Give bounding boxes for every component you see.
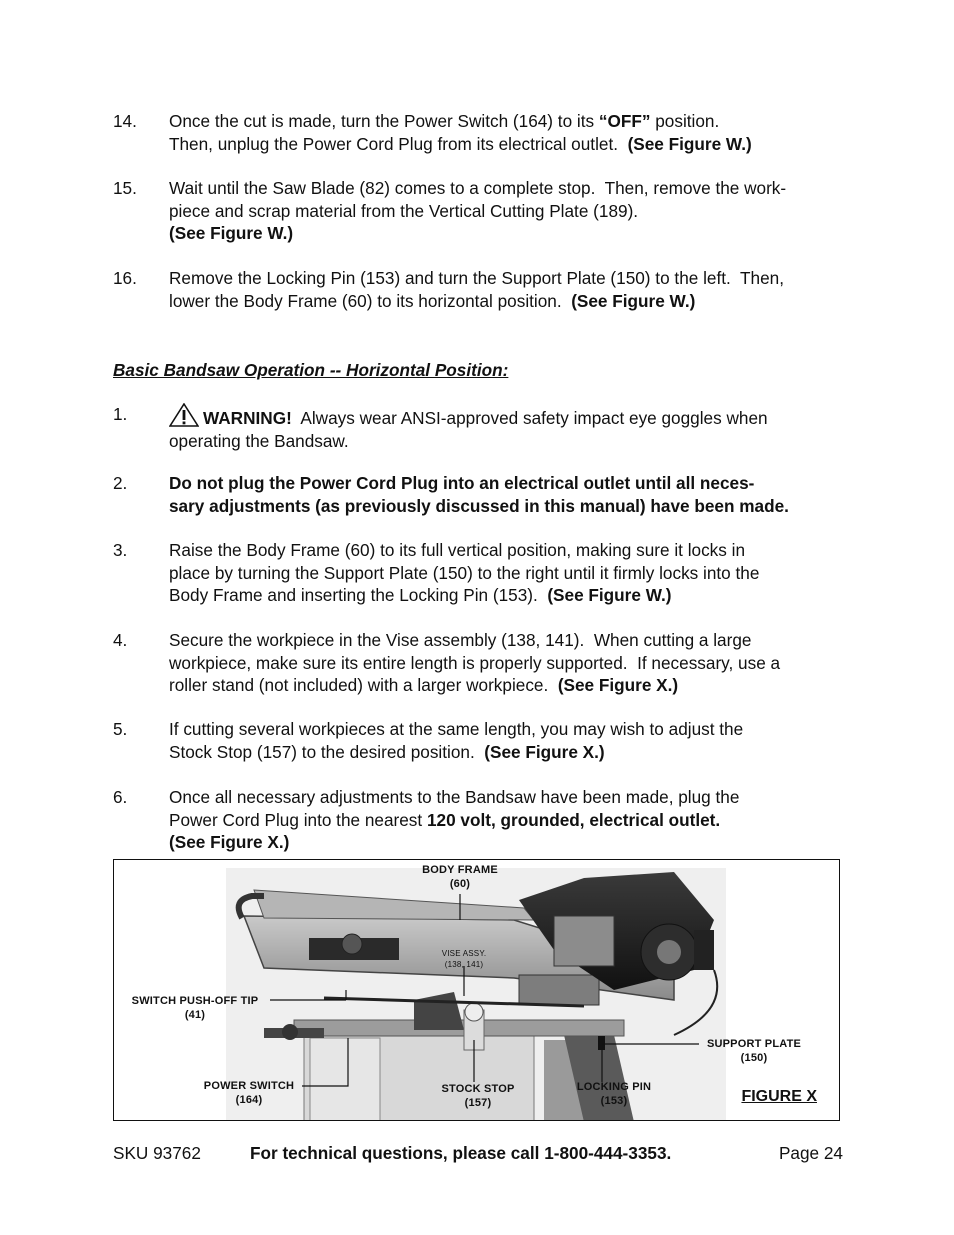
step-number: 15. (113, 178, 137, 198)
step-text-run: Remove the Locking Pin (153) and turn the Support Plate (150) to the left. Then, (169, 268, 784, 288)
step-text (169, 718, 853, 763)
label-body-frame-num: (60) (449, 878, 471, 890)
instruction-step (113, 539, 853, 607)
step-number: 14. (113, 111, 137, 131)
step-text-bold: WARNING! (203, 408, 292, 428)
step-text-run: position. (650, 111, 720, 131)
instruction-step (113, 403, 853, 452)
step-text-run: lower the Body Frame (60) to its horizontal position. (169, 290, 572, 311)
label-locking-pin-text: LOCKING PIN (576, 1081, 652, 1093)
step-text-run: workpiece, make sure its entire length is properly supported. If necessary, use a (169, 652, 781, 673)
label-switch-tip-text: SWITCH PUSH-OFF TIP (131, 995, 259, 1007)
step-text-bold: 120 volt, grounded, electrical outlet. (426, 809, 721, 830)
figure-title: FIGURE X (741, 1088, 817, 1105)
step-text-bold: Do not plug the Power Cord Plug into an electrical outlet until all neces- (169, 473, 755, 493)
footer-page-number: Page 24 (778, 1143, 843, 1163)
step-text-run: Once the cut is made, turn the Power Switch (164) to its (169, 111, 599, 131)
step-text (169, 177, 853, 245)
step-text-run: Power Cord Plug into the nearest (169, 809, 427, 830)
step-text (169, 403, 853, 452)
step-number: 5. (113, 719, 128, 739)
instruction-step (113, 267, 853, 312)
instruction-step (113, 472, 853, 517)
step-number: 6. (113, 787, 128, 807)
label-stock-stop-num: (157) (464, 1097, 492, 1109)
instruction-step (113, 718, 853, 763)
footer-sku: SKU 93762 (113, 1143, 201, 1163)
label-body-frame-text: BODY FRAME (422, 864, 498, 876)
step-number: 1. (113, 404, 128, 424)
label-locking-pin-num: (153) (600, 1095, 628, 1107)
step-text-run: Body Frame and inserting the Locking Pin (153). (169, 585, 548, 606)
label-vise-text: VISE ASSY. (441, 949, 487, 958)
step-text-run: Once all necessary adjustments to the Bandsaw have been made, plug the (169, 787, 740, 807)
label-vise-num: (138, 141) (444, 960, 484, 969)
label-support-plate-num: (150) (740, 1052, 768, 1064)
step-number: 16. (113, 268, 137, 288)
step-text-run: piece and scrap material from the Vertical Cutting Plate (189). (169, 200, 639, 221)
step-text-bold: (See Figure W.) (571, 290, 696, 311)
step-text-run: place by turning the Support Plate (150) to the right until it firmly locks into the (169, 562, 760, 583)
step-text-run: Always wear ANSI-approved safety impact eye goggles when (291, 408, 768, 428)
label-stock-stop (428, 1082, 528, 1110)
step-text (169, 472, 853, 517)
label-switch-tip-num: (41) (184, 1009, 206, 1021)
step-text-run: If cutting several workpieces at the same length, you may wish to adjust the (169, 719, 744, 739)
label-power-switch-num: (164) (235, 1094, 263, 1106)
instruction-step (113, 177, 853, 245)
step-number: 2. (113, 473, 128, 493)
instruction-step (113, 786, 853, 854)
step-text-run: Raise the Body Frame (60) to its full vertical position, making sure it locks in (169, 540, 746, 560)
step-text-bold: (See Figure X.) (169, 832, 290, 853)
step-text-run: Secure the workpiece in the Vise assembly (138, 141). When cutting a large (169, 630, 752, 650)
step-text-run: roller stand (not included) with a larger workpiece. (169, 675, 558, 696)
step-text-bold: (See Figure W.) (169, 223, 294, 244)
step-text-bold: (See Figure W.) (547, 585, 672, 606)
instruction-step (113, 629, 853, 697)
label-body-frame (410, 863, 510, 891)
step-text (169, 267, 853, 312)
step-text-bold: sary adjustments (as previously discussed in this manual) have been made. (169, 495, 789, 516)
label-locking-pin (564, 1080, 664, 1108)
step-text (169, 786, 853, 854)
step-text-run: operating the Bandsaw. (169, 430, 349, 451)
step-text-bold: (See Figure W.) (627, 133, 752, 154)
step-text (169, 539, 853, 607)
label-vise (424, 948, 504, 970)
label-support-plate (699, 1037, 809, 1065)
step-number: 3. (113, 540, 128, 560)
step-text-run: Stock Stop (157) to the desired position. (169, 741, 485, 762)
step-text (169, 110, 853, 155)
label-stock-stop-text: STOCK STOP (441, 1083, 515, 1095)
footer-tech-support: For technical questions, please call 1-800-444-3353. (250, 1143, 672, 1163)
step-text-run: Wait until the Saw Blade (82) comes to a complete stop. Then, remove the work- (169, 178, 787, 198)
label-power-switch (196, 1079, 302, 1107)
step-text-bold: “OFF” (598, 111, 651, 131)
warning-triangle-icon (169, 403, 199, 427)
label-support-plate-text: SUPPORT PLATE (706, 1038, 802, 1050)
step-text (169, 629, 853, 697)
instruction-step (113, 110, 853, 155)
step-text-bold: (See Figure X.) (557, 675, 679, 696)
figure-x (113, 859, 840, 1121)
label-switch-tip (120, 994, 270, 1022)
section-heading: Basic Bandsaw Operation -- Horizontal Position: (113, 360, 509, 380)
step-text-bold: (See Figure X.) (484, 741, 605, 762)
label-power-switch-text: POWER SWITCH (203, 1080, 295, 1092)
step-text-run: Then, unplug the Power Cord Plug from its electrical outlet. (169, 133, 628, 154)
step-number: 4. (113, 630, 128, 650)
